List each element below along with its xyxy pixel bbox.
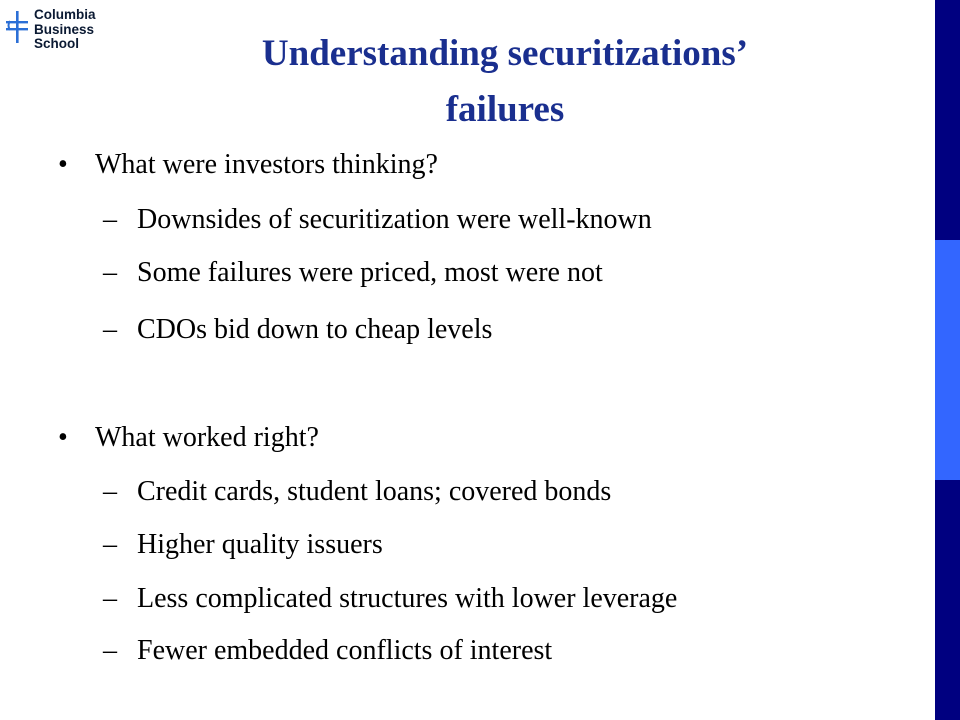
sub-bullet-text: Higher quality issuers — [137, 529, 383, 560]
dash-marker: – — [103, 257, 117, 288]
bullet-marker: • — [58, 422, 68, 453]
decorative-side-bar — [935, 0, 960, 720]
sub-bullet-text: Credit cards, student loans; covered bonds — [137, 476, 612, 507]
sub-bullet-text: Less complicated structures with lower leverage — [137, 583, 678, 614]
sub-bullet-text: Some failures were priced, most were not — [137, 257, 603, 288]
dash-marker: – — [103, 314, 117, 345]
logo-line-2: Business — [34, 21, 95, 37]
side-bar-segment-top — [935, 0, 960, 240]
logo-line-1: Columbia — [34, 7, 96, 22]
bullet-text: What worked right? — [95, 422, 319, 453]
slide-title-line-2: failures — [445, 89, 565, 130]
slide-title-line-1: Understanding securitizations’ — [261, 33, 749, 74]
logo-line-3: School — [34, 36, 80, 51]
bullet-marker: • — [58, 149, 68, 180]
dash-marker: – — [103, 529, 117, 560]
dash-marker: – — [103, 635, 117, 666]
side-bar-segment-middle — [935, 240, 960, 480]
sub-bullet-text: Downsides of securitization were well-known — [137, 204, 652, 235]
dash-marker: – — [103, 476, 117, 507]
bullet-text: What were investors thinking? — [95, 149, 438, 180]
sub-bullet-text: Fewer embedded conflicts of interest — [137, 635, 553, 666]
dash-marker: – — [103, 204, 117, 235]
sub-bullet-text: CDOs bid down to cheap levels — [137, 314, 493, 345]
dash-marker: – — [103, 583, 117, 614]
side-bar-segment-bottom — [935, 480, 960, 720]
